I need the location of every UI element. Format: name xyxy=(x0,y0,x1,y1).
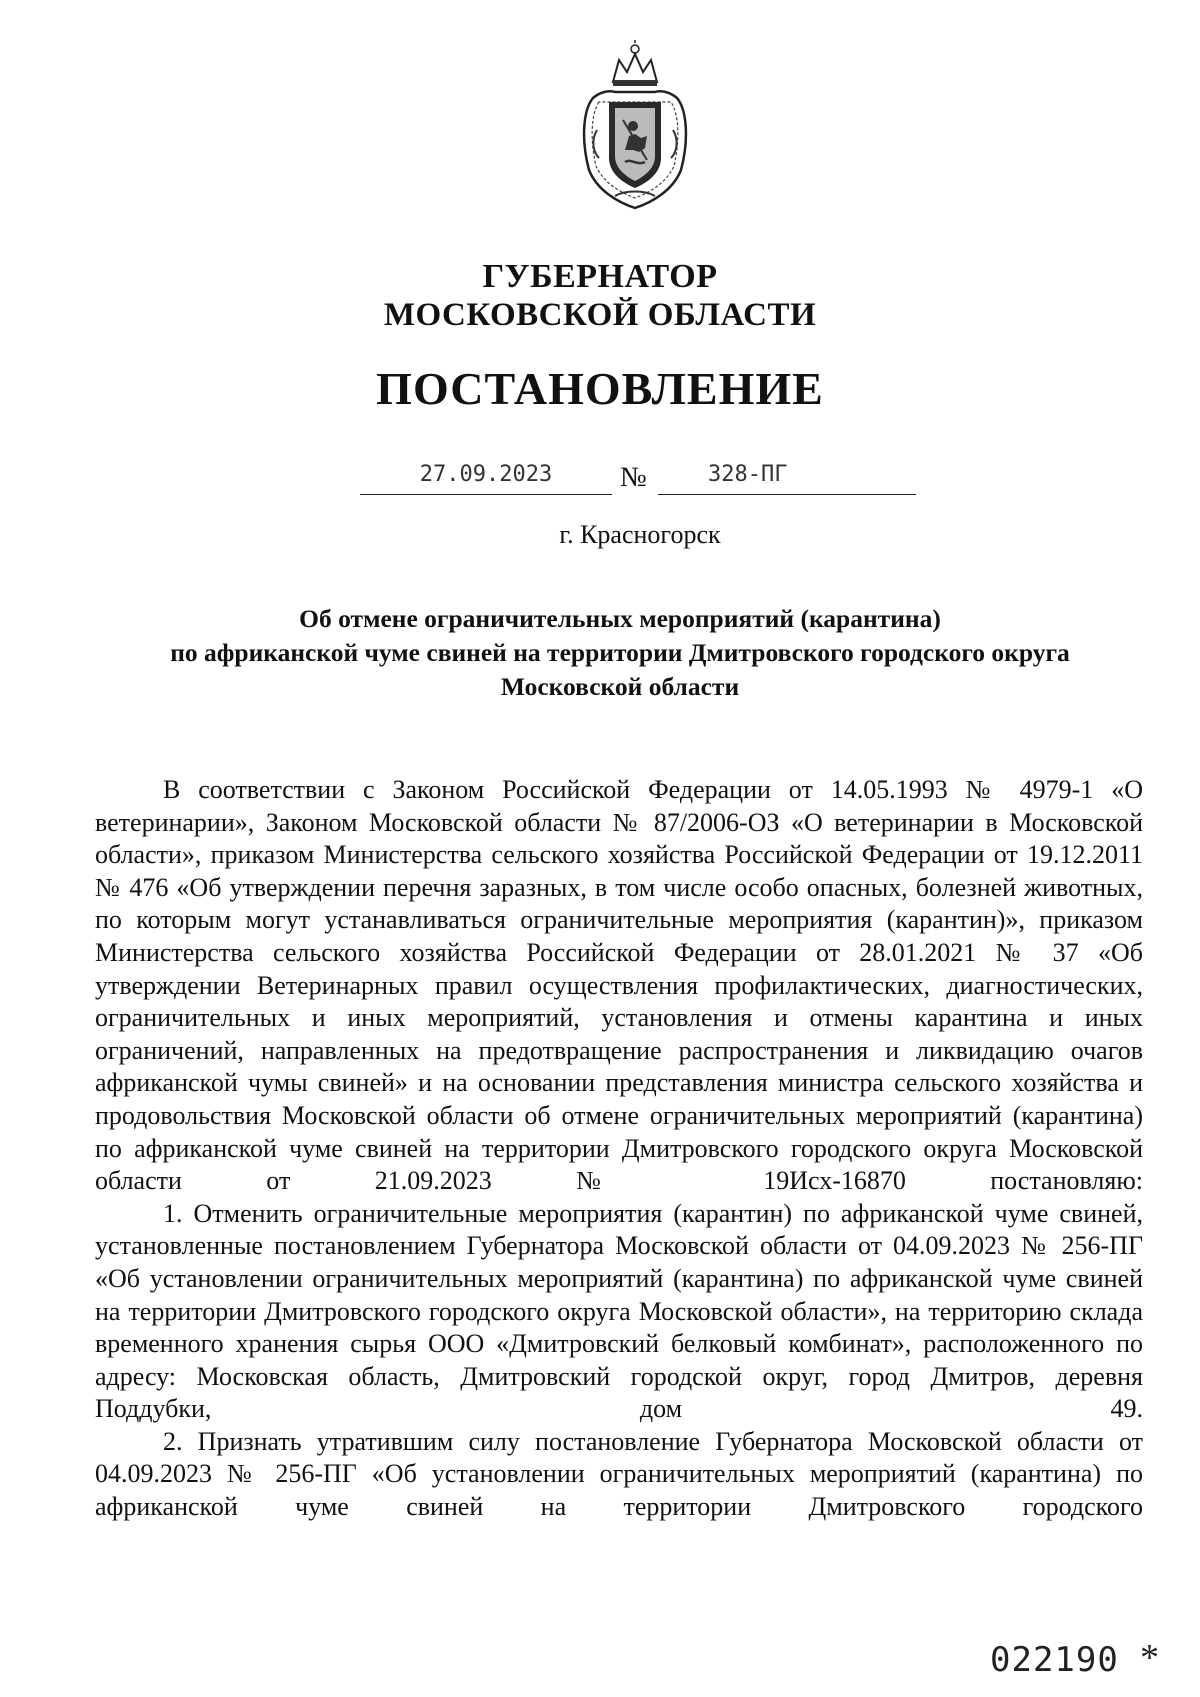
number-sign: № xyxy=(620,462,647,493)
authority-title-line1: ГУБЕРНАТОР xyxy=(482,258,718,295)
date-field xyxy=(360,464,612,495)
title-line: Об отмене ограничительных мероприятий (карантина) xyxy=(299,604,941,633)
body-paragraph-preamble: В соответствии с Законом Российской Федерации от 14.05.1993 № 4979-1 «О ветеринарии», Законом Московской области № 87/2006-ОЗ «О ветеринарии в Московской области», приказом Министерства сельского хозяйства Российской Федерации от 19.12.2011 № 476 «Об утверждении перечня заразных, в том числе особо опасных, болезней животных, по которым могут устанавливаться ограничительные мероприятия (карантин)», приказом Министерства сельского хозяйства Российской Федерации от 28.01.2021 № 37 «Об утверждении Ветеринарных правил осуществления профилактических, диагностических, ограничительных и иных мероприятий, установления и отмены карантина и иных ограничений, направленных на предотвращение распространения и ликвидацию очагов африканской чумы свиней» и на основании представления министра сельского хозяйства и продовольствия Московской области об отмене ограничительных мероприятий (карантина) по африканской чуме свиней на территории Дмитровского городского округа Московской области от 21.09.2023 № 19Исх-16870 постановляю: xyxy=(95,775,1143,1196)
coat-of-arms-icon xyxy=(575,40,695,210)
document-body xyxy=(95,774,1143,1524)
title-line: Московской области xyxy=(500,672,740,701)
body-paragraph-item-2: 2. Признать утратившим силу постановление Губернатора Московской области от 04.09.2023 № 256-ПГ «Об установлении ограничительных мероприятий (карантина) по африканской чуме свиней на территории Дмитровского городского xyxy=(95,1426,1143,1522)
document-title xyxy=(95,602,1145,704)
authority-title-line2: МОСКОВСКОЙ ОБЛАСТИ xyxy=(383,297,817,333)
asterisk-mark: * xyxy=(1140,1637,1159,1679)
document-number: 328-ПГ xyxy=(708,462,788,487)
serial-number: 022190 xyxy=(990,1640,1119,1680)
body-paragraph-item-1: 1. Отменить ограничительные мероприятия (карантин) по африканской чуме свиней, установленные постановлением Губернатора Московской области от 04.09.2023 № 256-ПГ «Об установлении ограничительных мероприятий (карантина) по африканской чуме свиней на территории Дмитровского городского округа Московской области», на территорию склада временного хранения сырья ООО «Дмитровский белковый комбинат», расположенного по адресу: Московская область, Дмитровский городской округ, город Дмитров, деревня Поддубки, дом 49. xyxy=(95,1198,1143,1424)
title-line: по африканской чуме свиней на территории Дмитровского городского округа xyxy=(170,638,1070,667)
document-type-heading: ПОСТАНОВЛЕНИЕ xyxy=(376,363,824,414)
number-field xyxy=(658,464,916,495)
issue-city: г. Красногорск xyxy=(559,520,721,549)
document-date: 27.09.2023 xyxy=(419,462,553,487)
